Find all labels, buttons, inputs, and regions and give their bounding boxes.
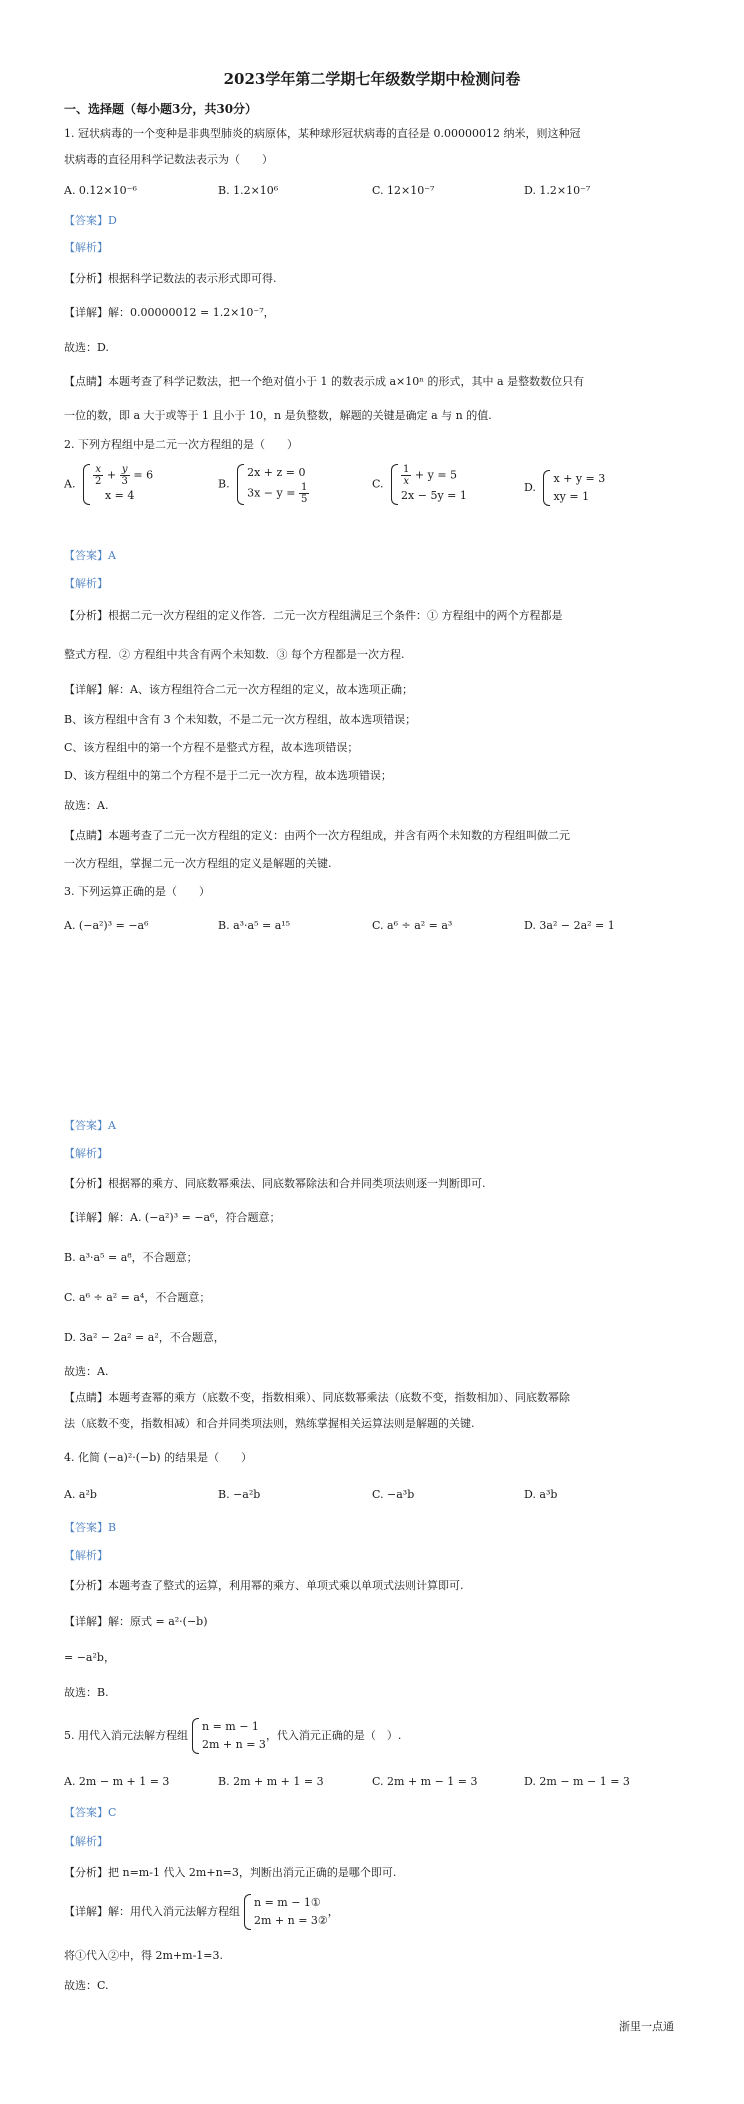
q1-dianjing-1: 【点睛】本题考查了科学记数法，把一个绝对值小于 1 的数表示成 a×10ⁿ 的形式，其中 a 是整数数位只有 (64, 375, 585, 388)
q1-choose: 故选：D. (64, 341, 109, 354)
answer-value: B (108, 1521, 117, 1534)
q5-choose: 故选：C. (64, 1979, 109, 1992)
q4-option-a: A. a²b (64, 1488, 97, 1501)
q2-choose: 故选：A. (64, 799, 109, 812)
q3-detail-1: 【详解】解：A. (−a²)³ = −a⁶，符合题意； (64, 1211, 281, 1224)
q3-dianjing-2: 法（底数不变，指数相减）和合并同类项法则，熟练掌握相关运算法则是解题的关键. (64, 1417, 475, 1430)
equation: 2m + n = 3② (254, 1914, 328, 1927)
q5-option-d: D. 2m − m − 1 = 3 (524, 1775, 630, 1788)
q4-detail-1: 【详解】解：原式 = a²·(−b) (64, 1615, 208, 1628)
equation: n = m − 1 (202, 1720, 259, 1733)
equation: 2x + z = 0 (247, 466, 306, 479)
answer-value: C (108, 1806, 117, 1819)
q3-dianjing-1: 【点睛】本题考查幂的乘方（底数不变，指数相乘）、同底数幂乘法（底数不变，指数相加）、同底数幂除 (64, 1391, 570, 1404)
q2-option-b (218, 464, 309, 505)
q4-analysis-label: 【解析】 (64, 1549, 108, 1562)
answer-label: 【答案】 (64, 1119, 108, 1132)
q2-fenxi-2: 整式方程．② 方程组中共含有两个未知数．③ 每个方程都是一次方程. (64, 648, 405, 661)
equation-system (244, 1894, 328, 1930)
q3-detail-3: C. a⁶ ÷ a² = a⁴，不合题意； (64, 1291, 211, 1304)
q4-detail-2: = −a²b， (64, 1651, 115, 1664)
q1-analysis-label: 【解析】 (64, 241, 108, 254)
q3-option-d: D. 3a² − 2a² = 1 (524, 919, 615, 932)
q2-dianjing-1: 【点睛】本题考查了二元一次方程组的定义：由两个一次方程组成，并含有两个未知数的方程组叫做二元 (64, 829, 570, 842)
answer-label: 【答案】 (64, 1521, 108, 1534)
section-heading: 一、选择题（每小题3分，共30分） (64, 102, 258, 116)
answer-label: 【答案】 (64, 1806, 108, 1819)
detail-text: ， (327, 1905, 339, 1918)
q5-stem (64, 1718, 688, 1754)
q1-stem-line1: 1. 冠状病毒的一个变种是非典型肺炎的病原体，某种球形冠状病毒的直径是 0.00000012 纳米，则这种冠 (64, 127, 581, 140)
q2-detail-1: 【详解】解：A、该方程组符合二元一次方程组的定义，故本选项正确； (64, 683, 413, 696)
q3-option-b: B. a³·a⁵ = a¹⁵ (218, 919, 291, 932)
equation: 3x − y = (247, 486, 296, 500)
option-letter: D. (524, 481, 536, 494)
equation-system: $\frac{x}{2}$ + $\frac{y}{3}$ = 6 x = 4 (83, 464, 153, 505)
equation: n = m − 1① (254, 1896, 321, 1909)
equation: x + y = 3 (553, 472, 606, 485)
q5-detail-1 (64, 1894, 688, 1930)
q1-dianjing-2: 一位的数，即 a 大于或等于 1 且小于 10，n 是负整数，解题的关键是确定 a 与 n 的值. (64, 409, 492, 422)
q5-answer (64, 1805, 688, 1821)
q3-answer (64, 1118, 688, 1134)
q5-option-a: A. 2m − m + 1 = 3 (64, 1775, 170, 1788)
answer-value: A (108, 1119, 116, 1132)
equation: 2x − 5y = 1 (401, 489, 467, 502)
q2-analysis-label: 【解析】 (64, 577, 108, 590)
q1-fenxi: 【分析】根据科学记数法的表示形式即可得. (64, 272, 277, 285)
equation-system: 2x + z = 0 3x − y = $\frac{1}{5}$ (237, 464, 309, 505)
equation-system: $\frac{1}{x}$ + y = 5 2x − 5y = 1 (391, 464, 467, 505)
page-title: 2023学年第二学期七年级数学期中检测问卷 (223, 70, 521, 88)
q5-option-c: C. 2m + m − 1 = 3 (372, 1775, 478, 1788)
q3-option-a: A. (−a²)³ = −a⁶ (64, 919, 149, 932)
q2-fenxi-1: 【分析】根据二元一次方程组的定义作答．二元一次方程组满足三个条件：① 方程组中的两个方程都是 (64, 609, 563, 622)
answer-value: D (108, 214, 117, 227)
equation: + y = 5 (414, 468, 458, 482)
q5-option-b: B. 2m + m + 1 = 3 (218, 1775, 324, 1788)
answer-label: 【答案】 (64, 214, 108, 227)
q3-option-c: C. a⁶ ÷ a² = a³ (372, 919, 453, 932)
q2-detail-3: C、该方程组中的第一个方程不是整式方程，故本选项错误； (64, 741, 359, 754)
equation: x = 4 (104, 489, 135, 502)
q1-detail: 【详解】解：0.00000012 = 1.2×10⁻⁷， (64, 306, 275, 319)
q2-stem: 2. 下列方程组中是二元一次方程组的是（ ） (64, 438, 298, 451)
option-letter: C. (372, 477, 384, 491)
q3-detail-4: D. 3a² − 2a² = a²，不合题意， (64, 1331, 225, 1344)
q1-answer (64, 213, 688, 229)
q3-analysis-label: 【解析】 (64, 1147, 108, 1160)
q3-choose: 故选：A. (64, 1365, 109, 1378)
q3-detail-2: B. a³·a⁵ = a⁸，不合题意； (64, 1251, 198, 1264)
option-letter: B. (218, 477, 230, 491)
q4-stem: 4. 化简 (−a)²·(−b) 的结果是（ ） (64, 1451, 253, 1464)
equation-system (192, 1718, 266, 1754)
q5-analysis-label: 【解析】 (64, 1835, 108, 1848)
q2-detail-4: D、该方程组中的第二个方程不是于二元一次方程，故本选项错误； (64, 769, 392, 782)
q1-option-b: B. 1.2×10⁶ (218, 184, 279, 197)
stem-text: 5. 用代入消元法解方程组 (64, 1729, 188, 1742)
q4-option-b: B. −a²b (218, 1488, 261, 1501)
q2-answer (64, 548, 688, 564)
q1-option-d: D. 1.2×10⁻⁷ (524, 184, 591, 197)
q3-fenxi: 【分析】根据幂的乘方、同底数幂乘法、同底数幂除法和合并同类项法则逐一判断即可. (64, 1177, 486, 1190)
q5-detail-2: 将①代入②中，得 2m+m-1=3. (64, 1949, 223, 1962)
q2-option-a (64, 464, 153, 505)
equation: xy = 1 (553, 490, 590, 503)
footer-brand: 浙里一点通 (619, 2020, 674, 2033)
q3-stem: 3. 下列运算正确的是（ ） (64, 885, 210, 898)
q4-option-d: D. a³b (524, 1488, 558, 1501)
q4-option-c: C. −a³b (372, 1488, 415, 1501)
q1-stem-line2: 状病毒的直径用科学记数法表示为（ ） (64, 153, 273, 166)
detail-text: 【详解】解：用代入消元法解方程组 (64, 1905, 240, 1918)
answer-label: 【答案】 (64, 549, 108, 562)
q1-option-c: C. 12×10⁻⁷ (372, 184, 435, 197)
q2-dianjing-2: 一次方程组，掌握二元一次方程组的定义是解题的关键. (64, 857, 332, 870)
q2-option-c (372, 464, 467, 505)
stem-text: ，代入消元正确的是（ ）. (265, 1729, 402, 1742)
q2-option-d (524, 470, 605, 506)
q1-option-a: A. 0.12×10⁻⁶ (64, 184, 137, 197)
q4-answer (64, 1520, 688, 1536)
answer-value: A (108, 549, 116, 562)
equation-system (543, 470, 605, 506)
equation: 2m + n = 3 (202, 1738, 266, 1751)
q4-fenxi: 【分析】本题考查了整式的运算，利用幂的乘方、单项式乘以单项式法则计算即可. (64, 1579, 464, 1592)
option-letter: A. (64, 477, 76, 491)
q2-detail-2: B、该方程组中含有 3 个未知数，不是二元一次方程组，故本选项错误； (64, 713, 417, 726)
q5-fenxi: 【分析】把 n=m-1 代入 2m+n=3，判断出消元正确的是哪个即可. (64, 1866, 397, 1879)
q4-choose: 故选：B. (64, 1686, 109, 1699)
